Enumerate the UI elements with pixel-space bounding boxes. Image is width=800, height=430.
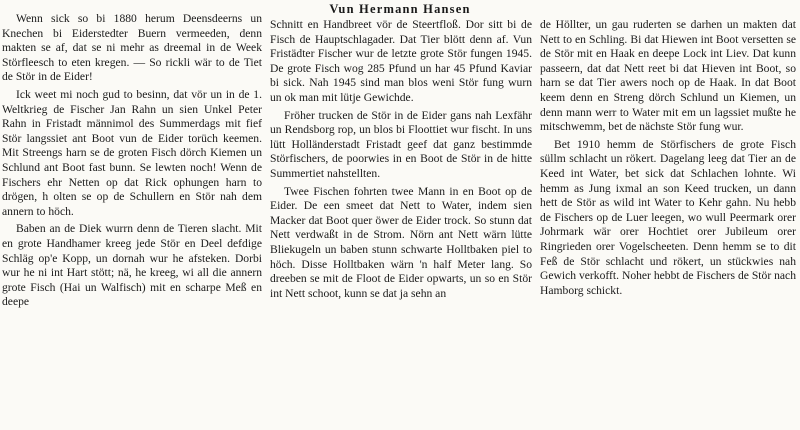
text-column-2: [270, 18, 532, 304]
paragraph: Twee Fischen fohrten twee Mann in en Boot op de Eider. De een smeet dat Nett to Water, indem sien Macker dat Boot quer öwer de Eider trock. So stunn dat Nett verdwaßt in de Strom. Nörn ant Nett wärn lütte Bliekugeln un baben stunn schwarte Holltbaken piel to höch. Disse Holltbaken wärn 'n half Meter lang. So dreeben se mit de Floot de Eider opwarts, un so en Stör int Nett schoot, kunn se dat ja sehn an: [270, 184, 532, 300]
paragraph: Fröher trucken de Stör in de Eider gans nah Lexfähr un Rendsborg rop, un blos bi Floottiet wur fischt. In uns lütt Holländerstadt Fristadt geef dat ganz bestimmde Störfischers, de poorwies in en Boot de Stör in de hitte Summertiet nahstellten.: [270, 108, 532, 180]
paragraph: Ick weet mi noch gud to besinn, dat vör un in de 1. Weltkrieg de Fischer Jan Rahn un sien Unkel Peter Rahn in Fristadt männimol des Summerdags mit fief Stör langssiet ant Boot vun de Eider torüch keemen. Mit Streengs harn se de groten Fisch dörch Kiemen un Schlund ant Boot fast bunn. Se lewten noch! Wenn de Fischers ehr Netten op dat Rick ophungen harn to drögen, h olten se op de Schullern en Stör nah dem annern to höch.: [2, 87, 262, 218]
paragraph: Wenn sick so bi 1880 herum Deensdeerns un Knechen bi Eiderstedter Buern vermeeden, denn makten se af, dat se ni mehr as dreemal in de Week Störfleesch to eten kregen. — So rickli wär to de Tiet de Stör in de Eider!: [2, 12, 262, 84]
paragraph: Schnitt en Handbreet vör de Steertfloß. Dor sitt bi de Fisch de Hauptschlagader. Dat Tier blött denn af. Vun Fristädter Fischer wur de letzte grote Stör fungen 1945. De grote Fisch wog 285 Pfund un har 45 Pfund Kaviar bi sick. Nah 1945 sind man blos weni Stör fung wurn un ok man mit lütje Gewichde.: [270, 18, 532, 104]
text-column-3: [540, 18, 796, 301]
article-byline: Vun Hermann Hansen: [329, 2, 471, 16]
text-column-1: [2, 0, 262, 313]
paragraph: de Höllter, un gau ruderten se darhen un makten dat Nett to en Schling. Bi dat Hiewen int Boot versetten se de Stör mit en Haak en deepe Lock int Liev. Dat kunn passeern, dat dat Nett reet bi dat Hieven int Boot, so harn se dat Tier awers noch op de Haak. In dat Boot keem denn en Streng dörch Schlund un Kiemen, un denn mann werr to Water mit em un lagssiet mußte he mitschwemm, bet de nächste Stör fung wur.: [540, 18, 796, 134]
paragraph: Bet 1910 hemm de Störfischers de grote Fisch süllm schlacht un rökert. Dagelang leeg dat Tier an de Keed int Water, bet sick dat Schlachen lohnte. Wi hemm as Jung ixmal an son Keed trucken, un dann hett de Stör as wild int Water to Kehr gahn. Nu hebb de Fischers op de Luer leegen, wo wull Peermark orer Johrmark wär orer Hochtiet orer Jubileum orer Ringrieden orer Vogelscheeten. Denn hemm se to dit Feß de Stör schlacht und rökert, un stückwies nah Gewich verkofft. Noher hebbt de Fischers de Stör nach Hamborg schickt.: [540, 137, 796, 297]
paragraph: Baben an de Diek wurrn denn de Tieren slacht. Mit en grote Handhamer kreeg jede Stör en Deel defdige Schläg op'e Kopp, un dornah wur he afsteken. Dorbi wur he ni int Hart stött; nä, he kreeg, wi all die annern grote Fisch (Hai un Walfisch) mit en scharpe Meß en deepe: [2, 222, 262, 309]
